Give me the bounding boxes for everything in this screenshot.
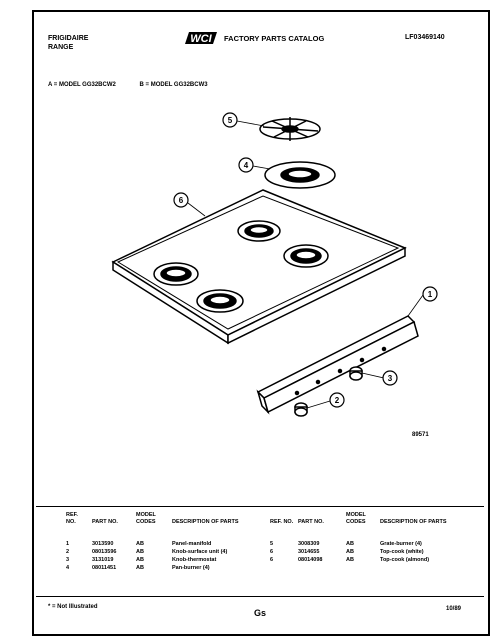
table-row: 4 08011451 AB Pan-burner (4) <box>66 565 210 571</box>
table-row: 2 08013596 AB Knob-surface unit (4) <box>66 549 228 555</box>
figure-number: 89571 <box>412 432 429 438</box>
col-model-codes: MODEL CODES <box>346 512 366 525</box>
callout-5 <box>223 113 237 127</box>
header-left <box>48 34 88 52</box>
callout-4-label: 4 <box>243 161 249 170</box>
footnote: * = Not Illustrated <box>48 604 98 610</box>
model-a: A = MODEL GG32BCW2 <box>48 82 116 88</box>
callout-1 <box>423 287 437 301</box>
thermostat-knob <box>350 367 362 380</box>
callout-1-label: 1 <box>427 290 433 299</box>
callout-2-label: 2 <box>334 396 340 405</box>
callout-5-label: 5 <box>227 116 233 125</box>
col-model-codes: MODEL CODES <box>136 512 156 525</box>
table-bottom-rule <box>36 596 484 597</box>
table-row: 5 3008309 AB Grate-burner (4) <box>270 541 422 547</box>
callout-3 <box>383 371 397 385</box>
callout-4 <box>239 158 253 172</box>
col-ref-no: REF. NO. <box>66 512 78 525</box>
col-part-no: PART NO. <box>92 519 118 525</box>
product-category: RANGE <box>48 44 74 51</box>
col-ref-no: REF. NO. <box>270 519 294 525</box>
catalog-title: FACTORY PARTS CATALOG <box>224 34 325 43</box>
model-list <box>48 82 230 88</box>
wci-logo <box>183 30 223 46</box>
model-b: B = MODEL GG32BCW3 <box>139 82 208 88</box>
parts-table-right <box>270 512 464 564</box>
surface-knob <box>295 403 307 416</box>
table-row: 6 3014655 AB Top-cook (white) <box>270 549 424 555</box>
page-date: 10/89 <box>446 606 462 612</box>
burner-grate <box>260 117 320 141</box>
callout-6-label: 6 <box>178 196 184 205</box>
parts-table-left <box>66 512 256 572</box>
table-row: 1 3013590 AB Panel-manifold <box>66 541 212 547</box>
table-row: 3 3131019 AB Knob-thermostat <box>66 557 217 563</box>
logo-text: WCI <box>190 33 212 45</box>
table-row: 6 08014098 AB Top-cook (almond) <box>270 557 430 563</box>
catalog-number: LF03469140 <box>405 34 445 41</box>
callout-2 <box>330 393 344 407</box>
col-description: DESCRIPTION OF PARTS <box>380 519 447 525</box>
col-description: DESCRIPTION OF PARTS <box>172 519 239 525</box>
callout-3-label: 3 <box>387 374 393 383</box>
page-code: Gs <box>254 608 267 618</box>
brand-name: FRIGIDAIRE <box>48 35 89 42</box>
col-part-no: PART NO. <box>298 519 324 525</box>
burner-pan <box>265 162 335 188</box>
cooktop <box>113 190 405 343</box>
callout-6 <box>174 193 188 207</box>
exploded-parts-diagram <box>32 90 472 440</box>
table-top-rule <box>36 506 484 507</box>
